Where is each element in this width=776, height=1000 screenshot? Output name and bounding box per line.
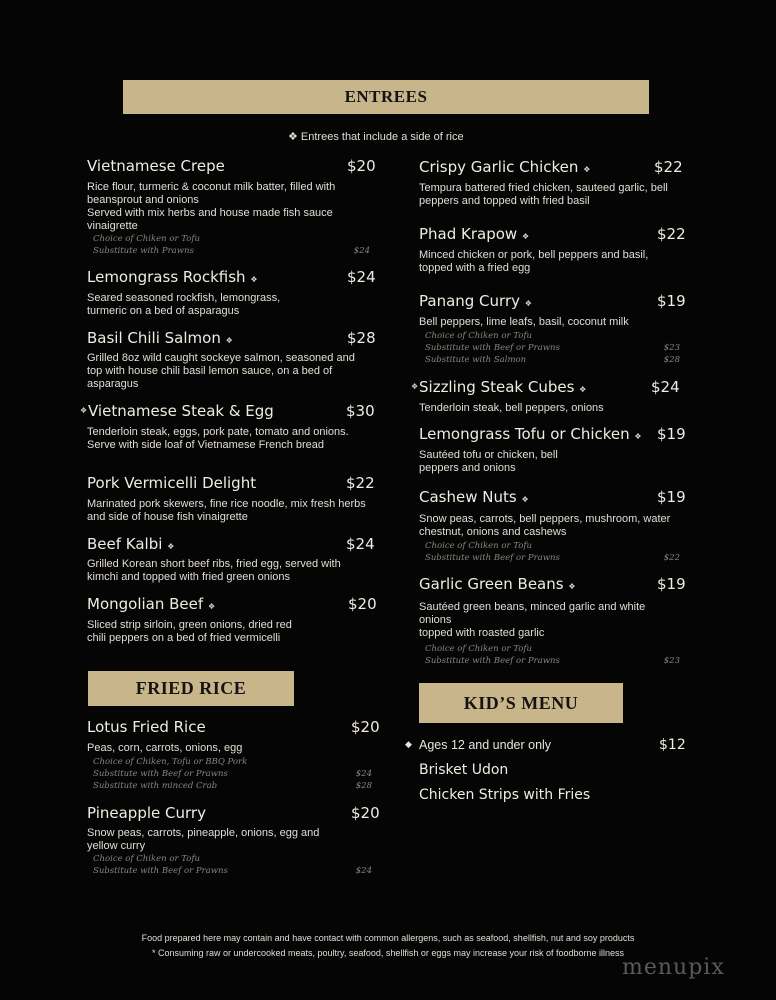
- watermark-logo: menupix: [622, 955, 725, 980]
- item-option: Choice of Chiken or Tofu: [425, 331, 532, 341]
- rice-mark-icon: ❖: [80, 406, 88, 415]
- item-price: $22: [657, 225, 686, 243]
- item-option: Substitute with Prawns: [93, 246, 194, 256]
- item-price: $19: [657, 425, 686, 443]
- item-option: Substitute with minced Crab: [93, 781, 218, 791]
- item-desc: Bell peppers, lime leafs, basil, coconut milk: [419, 316, 629, 328]
- rice-mark-icon: ❖: [524, 299, 532, 308]
- item-option: Choice of Chiken, Tofu or BBQ Pork: [93, 757, 248, 767]
- item-name: Lemongrass Rockfish ❖: [87, 268, 258, 286]
- rice-mark-icon: ❖: [579, 385, 587, 394]
- item-name: Cashew Nuts ❖: [419, 488, 529, 506]
- rice-note: ❖ Entrees that include a side of rice: [288, 131, 464, 143]
- rice-mark-icon: ❖: [634, 432, 642, 441]
- item-option: Substitute with Beef or Prawns: [425, 656, 560, 666]
- item-desc: Peas, corn, carrots, onions, egg: [87, 742, 243, 754]
- option-price: $23: [663, 656, 680, 666]
- item-desc: Snow peas, carrots, bell peppers, mushroom, water chestnut, onions and cashews: [419, 513, 671, 538]
- item-option: Choice of Chiken or Tofu: [93, 854, 200, 864]
- item-price: $24: [651, 378, 680, 396]
- item-desc: Marinated pork skewers, fine rice noodle, mix fresh herbs and side of house fish vinaigrette: [87, 498, 366, 523]
- item-name: Pineapple Curry: [87, 804, 206, 822]
- item-name: Crispy Garlic Chicken ❖: [419, 158, 591, 176]
- rice-mark-icon: ❖: [225, 336, 233, 345]
- item-price: $20: [347, 157, 376, 175]
- item-price: $24: [347, 268, 376, 286]
- item-name: Garlic Green Beans ❖: [419, 575, 576, 593]
- item-name: Beef Kalbi ❖: [87, 535, 175, 553]
- item-name: Pork Vermicelli Delight: [87, 474, 257, 492]
- item-name: Vietnamese Steak & Egg: [88, 402, 274, 420]
- rice-mark-icon: ❖: [568, 582, 576, 591]
- kids-item: Chicken Strips with Fries: [419, 787, 591, 803]
- option-price: $24: [355, 866, 372, 876]
- kids-price: $12: [659, 737, 686, 753]
- item-price: $20: [348, 595, 377, 613]
- item-desc: Tenderloin steak, bell peppers, onions: [419, 402, 604, 414]
- item-desc: Sautéed tofu or chicken, bell peppers and onions: [419, 449, 558, 474]
- rice-mark-icon: ❖: [521, 495, 529, 504]
- option-price: $23: [663, 343, 680, 353]
- item-desc: Snow peas, carrots, pineapple, onions, egg and yellow curry: [87, 827, 320, 852]
- item-option: Choice of Chiken or Tofu: [425, 644, 532, 654]
- item-price: $19: [657, 575, 686, 593]
- item-option: Substitute with Beef or Prawns: [425, 553, 560, 563]
- option-price: $24: [355, 769, 372, 779]
- allergen-notice: Food prepared here may contain and have contact with common allergens, such as seafood, shellfish, nut and soy products: [141, 933, 635, 943]
- rice-mark-icon: ❖: [207, 602, 216, 611]
- item-price: $20: [351, 718, 380, 736]
- option-price: $28: [663, 355, 680, 365]
- item-desc: Tenderloin steak, eggs, pork pate, tomato and onions. Serve with side loaf of Vietnamese French bread: [87, 426, 349, 451]
- item-price: $24: [346, 535, 375, 553]
- option-price: $24: [353, 246, 370, 256]
- item-option: Substitute with Beef or Prawns: [425, 343, 560, 353]
- item-desc: Grilled 8oz wild caught sockeye salmon, seasoned and top with house chili basil lemon sauce, on a bed of asparagus: [87, 352, 355, 390]
- rice-mark-icon: ❖: [250, 275, 258, 284]
- rice-mark-icon: ❖: [411, 382, 419, 391]
- item-option: Choice of Chiken or Tofu: [93, 234, 200, 244]
- item-desc: Rice flour, turmeric & coconut milk batter, filled with beansprout and onions Served with mix herbs and house made fish sauce vinaigrette: [87, 181, 336, 232]
- option-price: $22: [663, 553, 680, 563]
- item-price: $22: [654, 158, 683, 176]
- item-price: $19: [657, 292, 686, 310]
- item-name: Lotus Fried Rice: [87, 718, 206, 736]
- raw-food-warning: * Consuming raw or undercooked meats, poultry, seafood, shellfish or eggs may increase your risk of foodborne illness: [151, 948, 625, 958]
- item-option: Substitute with Beef or Prawns: [93, 769, 228, 779]
- item-price: $28: [347, 329, 376, 347]
- item-option: Choice of Chiken or Tofu: [425, 541, 532, 551]
- item-name: Sizzling Steak Cubes ❖: [419, 378, 587, 396]
- item-price: $20: [351, 804, 380, 822]
- item-desc: Grilled Korean short beef ribs, fried egg, served with kimchi and topped with fried green onions: [87, 558, 341, 583]
- item-option: Substitute with Beef or Prawns: [93, 866, 228, 876]
- kids-item: Brisket Udon: [419, 762, 509, 778]
- item-price: $22: [346, 474, 375, 492]
- item-name: Phad Krapow ❖: [419, 225, 530, 243]
- item-price: $19: [657, 488, 686, 506]
- item-name: Vietnamese Crepe: [87, 157, 225, 175]
- item-name: Lemongrass Tofu or Chicken ❖: [419, 425, 642, 443]
- kids-age-note: Ages 12 and under only: [419, 738, 552, 752]
- bullet-icon: ◆: [405, 740, 412, 750]
- kids-menu-banner: KID’S MENU: [419, 683, 623, 723]
- option-price: $28: [355, 781, 372, 791]
- item-desc: Seared seasoned rockfish, lemongrass, turmeric on a bed of asparagus: [87, 292, 281, 317]
- item-name: Mongolian Beef ❖: [87, 595, 216, 613]
- fried-rice-banner: FRIED RICE: [88, 671, 294, 706]
- item-option: Substitute with Salmon: [425, 355, 527, 365]
- rice-mark-icon: ❖: [167, 542, 175, 551]
- item-name: Basil Chili Salmon ❖: [87, 329, 233, 347]
- item-desc: Tempura battered fried chicken, sauteed garlic, bell peppers and topped with fried basil: [419, 182, 668, 207]
- rice-mark-icon: ❖: [583, 165, 591, 174]
- item-desc: Sautéed green beans, minced garlic and white onions topped with roasted garlic: [419, 601, 646, 639]
- item-desc: Sliced strip sirloin, green onions, dried red chili peppers on a bed of fried vermicelli: [87, 619, 292, 644]
- item-name: Panang Curry ❖: [419, 292, 532, 310]
- item-desc: Minced chicken or pork, bell peppers and basil, topped with a fried egg: [419, 249, 649, 274]
- item-price: $30: [346, 402, 375, 420]
- rice-mark-icon: ❖: [521, 232, 530, 241]
- entrees-banner: ENTREES: [123, 80, 649, 114]
